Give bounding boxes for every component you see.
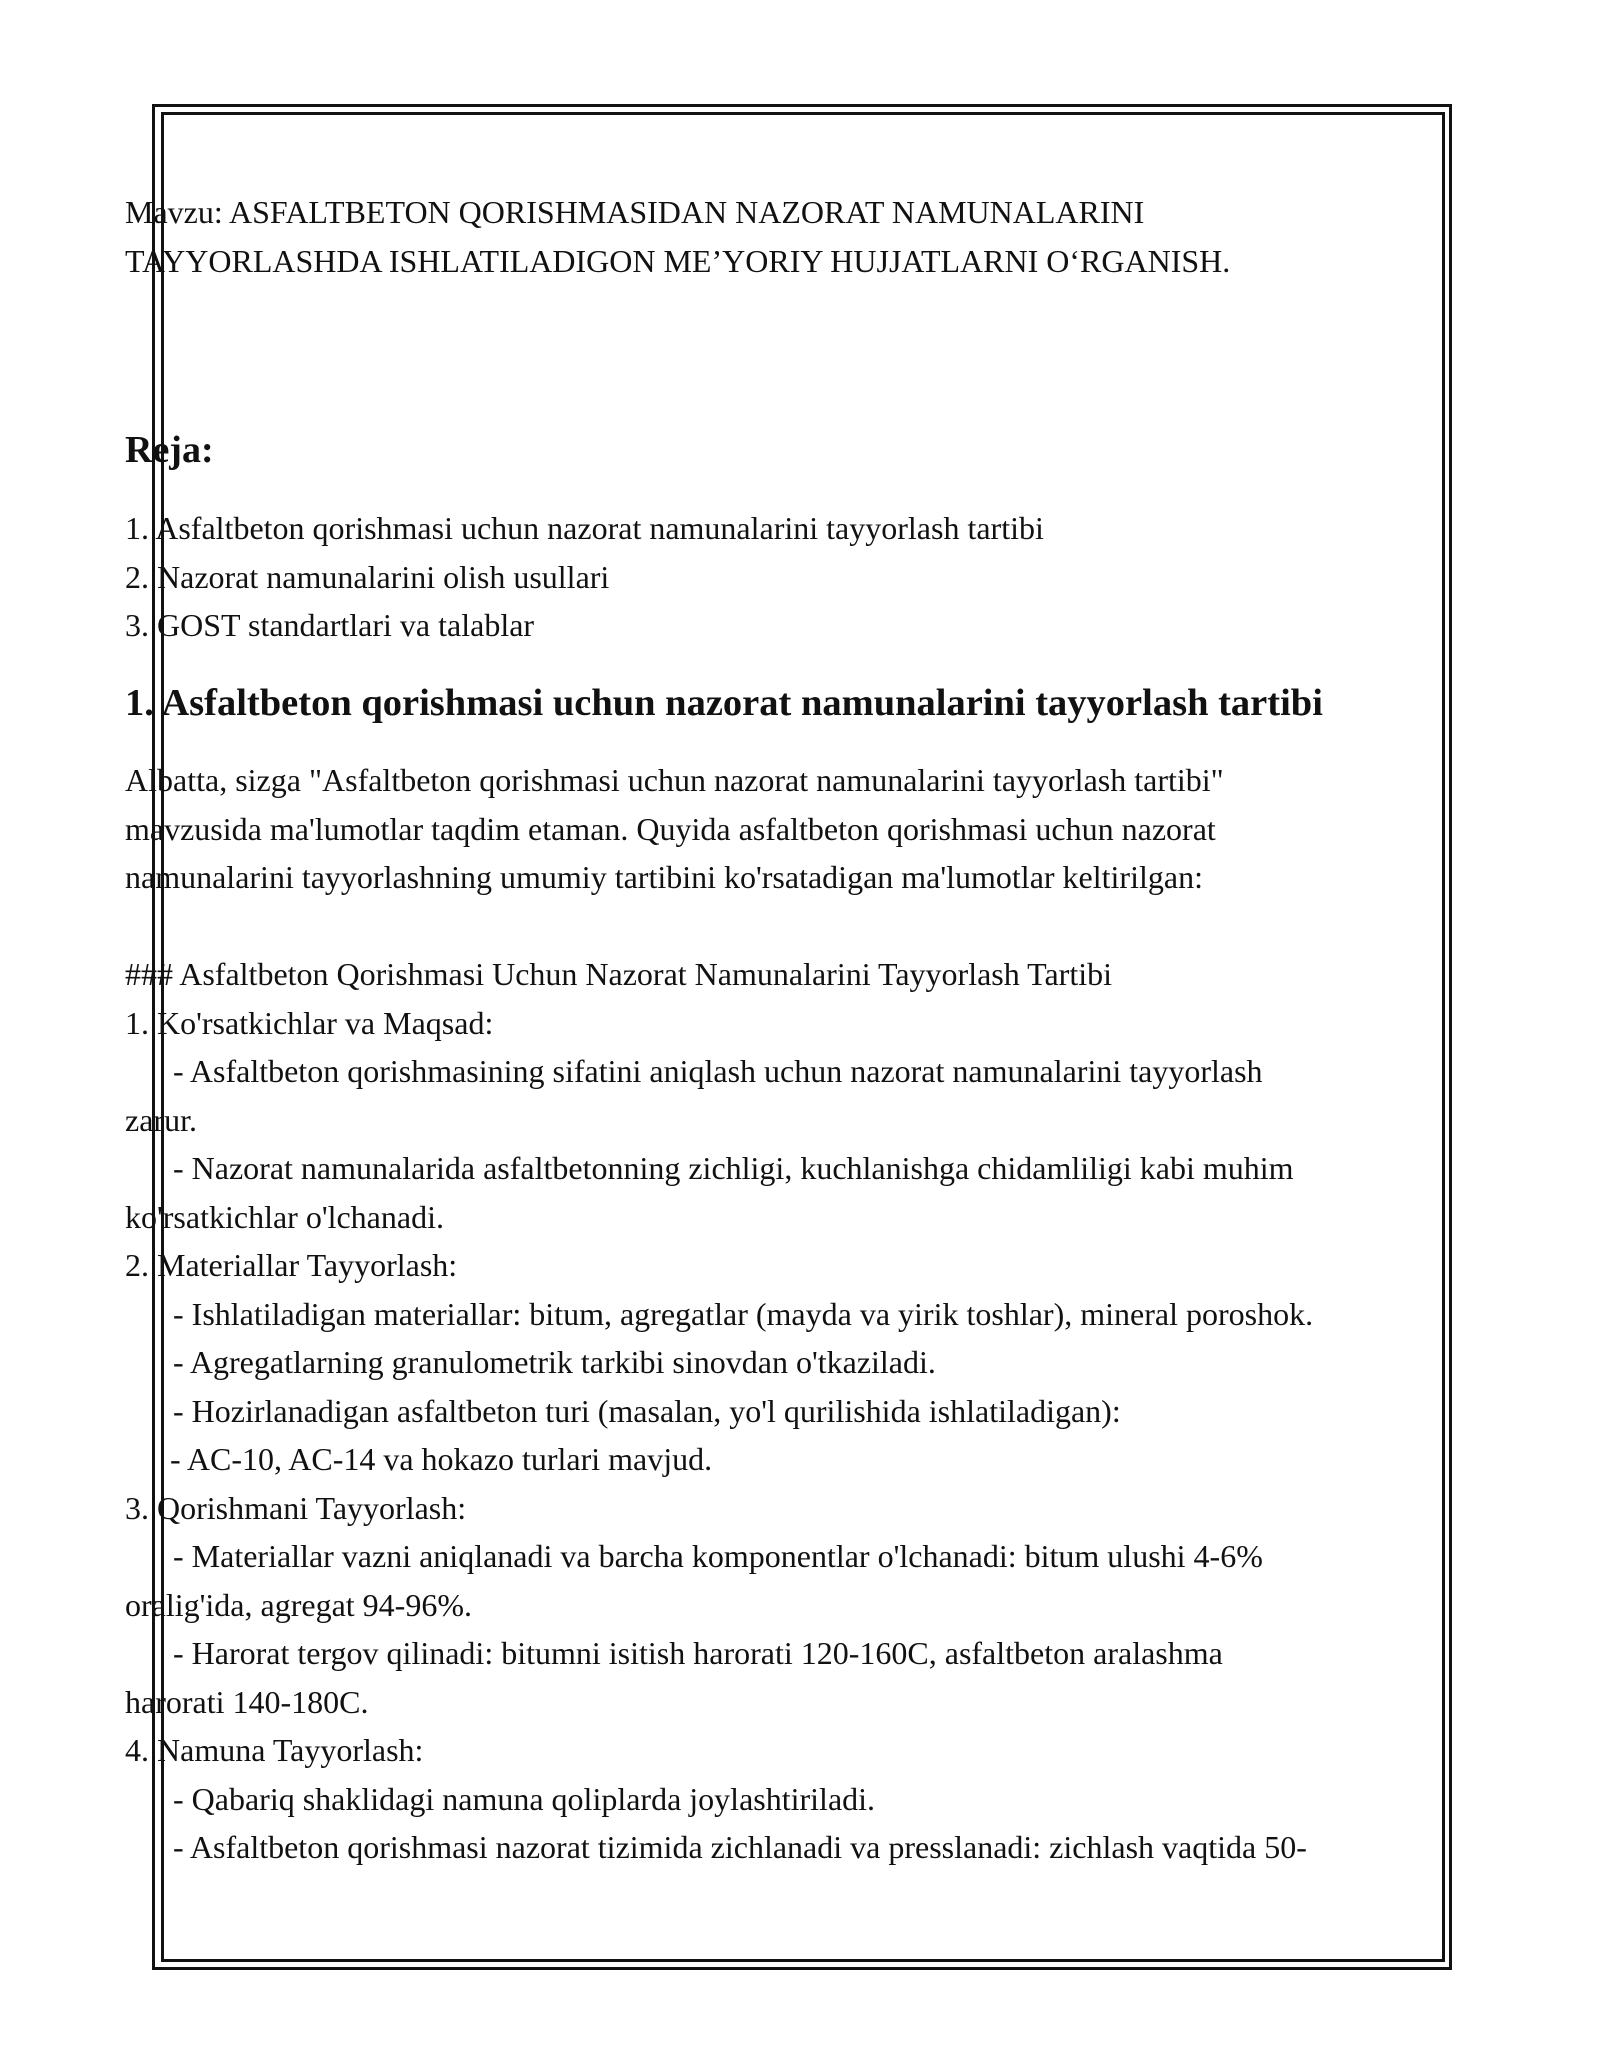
document-body bbox=[125, 188, 1455, 1865]
plan-item: 2. Nazorat namunalarini olish usullari bbox=[125, 558, 610, 595]
section-body bbox=[125, 756, 1313, 1872]
title-line-2: TAYYORLASHDA ISHLATILADIGON ME’YORIY HUJJATLARNI O‘RGANISH. bbox=[125, 242, 1231, 279]
bullet-line: - AC-10, AC-14 va hokazo turlari mavjud. bbox=[170, 1441, 713, 1477]
bullet-line: - Ishlatiladigan materiallar: bitum, agregatlar (mayda va yirik toshlar), mineral poroshok. bbox=[173, 1295, 1314, 1332]
plan-item: 3. GOST standartlari va talablar bbox=[125, 607, 535, 643]
blank-line bbox=[125, 902, 1313, 951]
bullet-line: - Asfaltbeton qorishmasining sifatini aniqlash uchun nazorat namunalarini tayyorlash bbox=[173, 1053, 1263, 1089]
bullet-continuation: zarur. bbox=[125, 1101, 197, 1138]
title-line-1: Mavzu: ASFALTBETON QORISHMASIDAN NAZORAT NAMUNALARINI bbox=[125, 194, 1145, 230]
plan-item: 1. Asfaltbeton qorishmasi uchun nazorat namunalarini tayyorlash tartibi bbox=[125, 510, 1044, 546]
plan-heading: Reja: bbox=[125, 429, 214, 471]
intro-line: namunalarini tayyorlashning umumiy tartibini ko'rsatadigan ma'lumotlar keltirilgan: bbox=[125, 859, 1203, 895]
document-title bbox=[125, 188, 1455, 285]
step-title: 4. Namuna Tayyorlash: bbox=[125, 1732, 424, 1768]
bullet-line: - Hozirlanadigan asfaltbeton turi (masalan, yo'l qurilishida ishlatiladigan): bbox=[173, 1392, 1121, 1429]
bullet-line: - Materiallar vazni aniqlanadi va barcha komponentlar o'lchanadi: bitum ulushi 4-6% bbox=[173, 1538, 1263, 1574]
intro-line: mavzusida ma'lumotlar taqdim etaman. Quyida asfaltbeton qorishmasi uchun nazorat bbox=[125, 810, 1216, 847]
section-heading: 1. Asfaltbeton qorishmasi uchun nazorat namunalarini tayyorlash tartibi bbox=[125, 682, 1323, 724]
plan-list bbox=[125, 504, 1044, 650]
bullet-line: - Agregatlarning granulometrik tarkibi sinovdan o'tkaziladi. bbox=[173, 1344, 936, 1380]
bullet-line: - Qabariq shaklidagi namuna qoliplarda joylashtiriladi. bbox=[173, 1780, 876, 1817]
intro-line: Albatta, sizga "Asfaltbeton qorishmasi uchun nazorat namunalarini tayyorlash tartibi" bbox=[125, 762, 1224, 798]
subheading: ### Asfaltbeton Qorishmasi Uchun Nazorat Namunalarini Tayyorlash Tartibi bbox=[125, 956, 1112, 992]
bullet-continuation: harorati 140-180C. bbox=[125, 1683, 369, 1720]
bullet-line: - Nazorat namunalarida asfaltbetonning zichligi, kuchlanishga chidamliligi kabi muhim bbox=[173, 1150, 1294, 1186]
step-title: 2. Materiallar Tayyorlash: bbox=[125, 1247, 458, 1283]
step-title: 1. Ko'rsatkichlar va Maqsad: bbox=[125, 1004, 494, 1041]
bullet-line: - Harorat tergov qilinadi: bitumni isitish harorati 120-160C, asfaltbeton aralashma bbox=[173, 1635, 1223, 1671]
bullet-line: - Asfaltbeton qorishmasi nazorat tizimida zichlanadi va presslanadi: zichlash vaqtida 50- bbox=[173, 1829, 1307, 1865]
step-title: 3. Qorishmani Tayyorlash: bbox=[125, 1489, 467, 1526]
bullet-continuation: ko'rsatkichlar o'lchanadi. bbox=[125, 1198, 444, 1235]
bullet-continuation: oralig'ida, agregat 94-96%. bbox=[125, 1586, 472, 1623]
